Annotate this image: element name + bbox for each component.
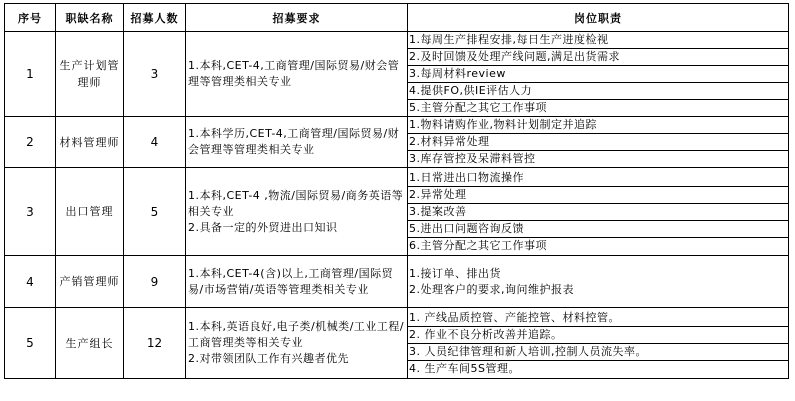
duty-line: 5.进出口问题咨询反馈 (408, 221, 788, 238)
table-row (5, 32, 789, 117)
row-seq: 5 (5, 308, 56, 379)
requirement-line: 1.本科,英语良好,电子类/机械类/工业工程/工商管理类等相关专业 (188, 320, 405, 349)
requirement-line: 2.具备一定的外贸进出口知识 (188, 220, 338, 234)
recruitment-table (4, 3, 789, 379)
row-position: 生产组长 (56, 308, 124, 379)
header-row (5, 4, 789, 32)
row-duties (408, 117, 789, 168)
header-seq: 序号 (5, 4, 56, 32)
row-position: 出口管理 (56, 168, 124, 256)
duty-line: 4. 生产车间5S管理。 (409, 361, 520, 375)
duty-line: 5.主管分配之其它工作事项 (409, 101, 547, 114)
row-duties (408, 168, 789, 256)
recruitment-sheet (4, 3, 789, 379)
requirement-line: 1.本科学历,CET-4,工商管理/国际贸易/财会管理等管理类相关专业 (188, 127, 400, 156)
duty-line: 2.处理客户的要求,询问维护报表 (409, 282, 574, 296)
duty-line: 3.库存管控及呆滞料管控 (409, 152, 536, 165)
row-count: 3 (124, 32, 186, 117)
row-seq: 2 (5, 117, 56, 168)
duty-line: 4.提供FO,供IE评估人力 (408, 83, 788, 100)
duty-line: 6.主管分配之其它工作事项 (409, 238, 547, 252)
row-seq: 1 (5, 32, 56, 117)
table-row (5, 256, 789, 308)
row-requirements (186, 32, 408, 117)
header-duties: 岗位职责 (408, 4, 789, 32)
requirement-line: 1.本科,CET-4,工商管理/国际贸易/财会管理等管理类相关专业 (188, 59, 400, 88)
row-count: 9 (124, 256, 186, 308)
row-count: 12 (124, 308, 186, 379)
header-requirements: 招募要求 (186, 4, 408, 32)
requirement-line: 1.本科,CET-4(含)以上,工商管理/国际贸易/市场营销/英语等管理类相关专业 (188, 266, 394, 296)
row-requirements (186, 308, 408, 379)
row-position: 生产计划管理师 (56, 32, 124, 117)
row-count: 4 (124, 117, 186, 168)
row-duties (408, 32, 789, 117)
row-position: 材料管理师 (56, 117, 124, 168)
row-count: 5 (124, 168, 186, 256)
duty-line: 2.异常处理 (408, 187, 788, 204)
duty-line: 1.物料请购作业,物料计划制定并追踪 (408, 117, 788, 134)
header-count: 招募人数 (124, 4, 186, 32)
header-position: 职缺名称 (56, 4, 124, 32)
row-duties (408, 256, 789, 308)
duty-line: 2.材料异常处理 (408, 134, 788, 151)
requirement-line: 2.对带领团队工作有兴趣者优先 (188, 352, 349, 365)
duty-line: 1.日常进出口物流操作 (408, 170, 788, 187)
duty-line: 1.接订单、排出货 (409, 266, 501, 280)
duty-line: 3.每周材料review (408, 66, 788, 83)
duty-line: 1. 产线品质控管、产能控管、材料控管。 (408, 310, 788, 327)
table-row (5, 168, 789, 256)
row-seq: 4 (5, 256, 56, 308)
row-requirements (186, 256, 408, 308)
table-row (5, 117, 789, 168)
duty-line: 2. 作业不良分析改善并追踪。 (408, 327, 788, 344)
table-row (5, 308, 789, 379)
duty-line: 2.及时回馈及处理产线问题,满足出货需求 (408, 49, 788, 66)
row-requirements (186, 168, 408, 256)
row-position: 产销管理师 (56, 256, 124, 308)
row-duties (408, 308, 789, 379)
duty-line: 3.提案改善 (408, 204, 788, 221)
row-seq: 3 (5, 168, 56, 256)
row-requirements (186, 117, 408, 168)
duty-line: 1.每周生产排程安排,每日生产进度检视 (408, 32, 788, 49)
duty-line: 3. 人员纪律管理和新人培训,控制人员流失率。 (408, 344, 788, 361)
requirement-line: 1.本科,CET-4 ,物流/国际贸易/商务英语等相关专业 (188, 188, 404, 218)
